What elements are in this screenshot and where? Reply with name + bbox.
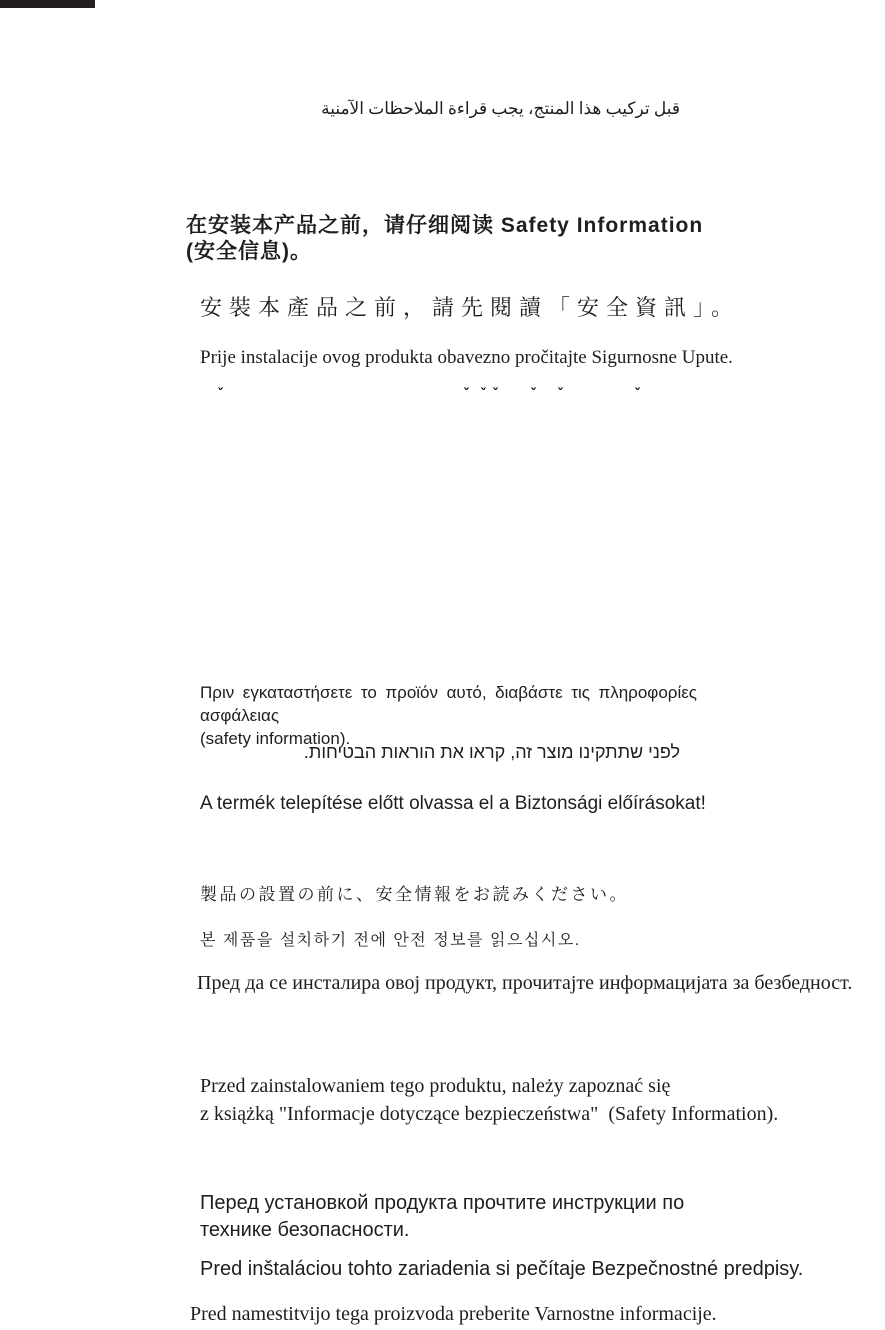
notice-line: z książką "Informacje dotyczące bezpieczeństwa" (Safety Information). — [200, 1103, 779, 1125]
caron-diacritic: ˇ — [492, 387, 499, 403]
notice-slovak — [200, 1257, 803, 1282]
notice-line: 安裝本產品之前，請先閱讀「安全資訊」。 — [200, 295, 741, 320]
caron-diacritic: ˇ — [480, 387, 487, 403]
notice-line: Pred namestitvijo tega proizvoda preberite Varnostne informacije. — [190, 1303, 717, 1325]
notice-hungarian — [200, 792, 706, 816]
notice-line: 在安装本产品之前，请仔细阅读 Safety Information — [186, 214, 704, 237]
notice-polish — [200, 1072, 778, 1128]
notice-arabic — [205, 96, 680, 122]
notice-line: (safety information). — [200, 729, 351, 748]
notice-line: (安全信息)。 — [186, 240, 312, 263]
notice-line: Пред да се инсталира овој продукт, прочитајте информацијата за безбедност. — [197, 972, 853, 994]
notice-macedonian — [197, 970, 852, 996]
caron-diacritic: ˇ — [557, 387, 564, 403]
notice-line: Pred inštaláciou tohto zariadenia si pečítaje Bezpečnostné predpisy. — [200, 1258, 804, 1280]
notice-line: 본 제품을 설치하기 전에 안전 정보를 읽으십시오. — [200, 932, 581, 949]
notice-line: A termék telepítése előtt olvassa el a Biztonsági előírásokat! — [200, 793, 706, 814]
notice-line: Prije instalacije ovog produkta obavezno pročitajte Sigurnosne Upute. — [200, 347, 733, 368]
caron-diacritic: ˇ — [217, 387, 224, 403]
notice-czech-diacritics-only — [0, 388, 885, 404]
notice-hebrew — [198, 740, 680, 764]
notice-chinese-simplified — [186, 213, 703, 265]
notice-line: технике безопасности. — [200, 1219, 410, 1241]
notice-line: Πριν εγκαταστήσετε το προϊόν αυτό, διαβάστε τις πληροφορίες ασφάλειας — [200, 683, 702, 725]
notice-line: قبل تركيب هذا المنتج، يجب قراءة الملاحظات الآمنية — [321, 99, 680, 118]
notice-line: Przed zainstalowaniem tego produktu, należy zapoznać się — [200, 1075, 671, 1097]
caron-diacritic: ˇ — [463, 387, 470, 403]
caron-diacritic: ˇ — [634, 387, 641, 403]
notice-line: 製品の設置の前に、安全情報をお読みください。 — [200, 885, 629, 904]
notice-slovenian — [190, 1302, 717, 1327]
notice-korean — [200, 930, 581, 952]
notice-line: לפני שתתקינו מוצר זה, קראו את הוראות הבטיחות. — [303, 742, 680, 762]
notice-line: Перед установкой продукта прочтите инструкции по — [200, 1192, 685, 1214]
page-edge-crop-bar — [0, 0, 95, 8]
notice-croatian — [200, 346, 733, 370]
caron-diacritic: ˇ — [530, 387, 537, 403]
notice-russian — [200, 1190, 684, 1244]
notice-japanese — [200, 883, 629, 907]
notice-chinese-traditional — [200, 293, 740, 323]
